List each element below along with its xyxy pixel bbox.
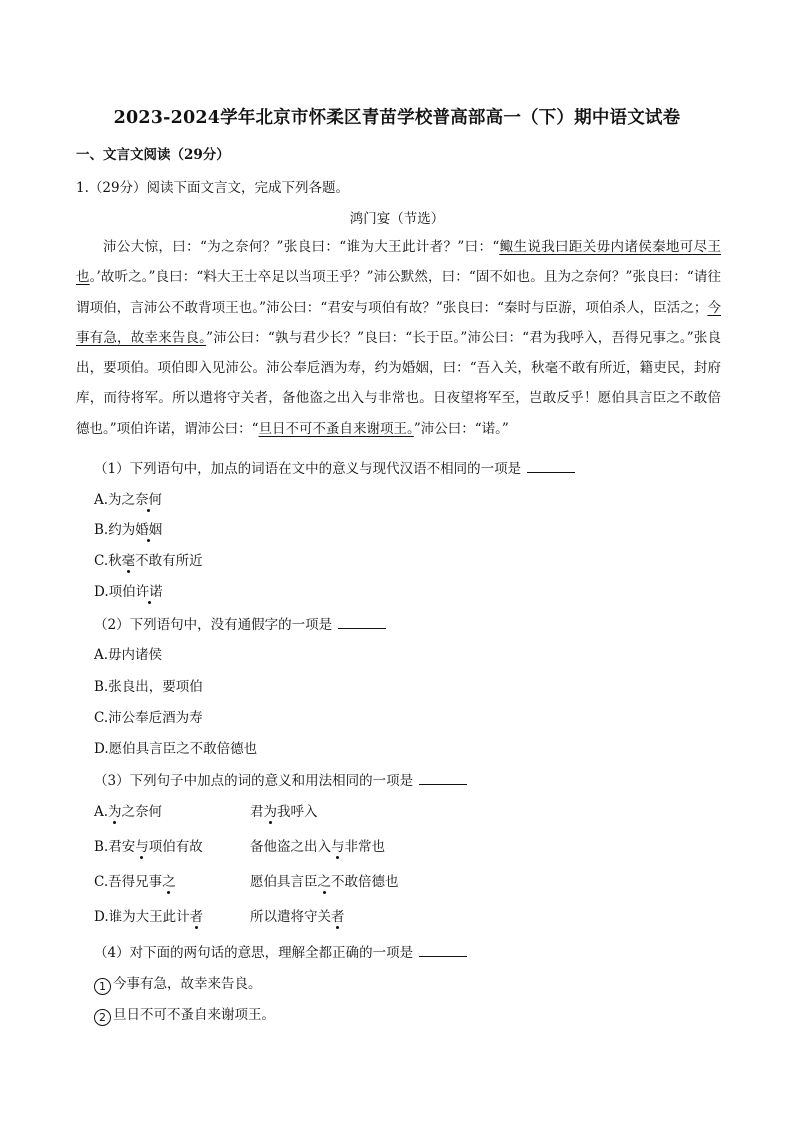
option-1d: D.项伯许诺 bbox=[94, 584, 163, 600]
circled-number: 1 bbox=[94, 978, 111, 995]
question-1-stem: 1.（29分）阅读下面文言文，完成下列各题。 bbox=[76, 180, 350, 196]
underlined-sentence-3: 旦日不可不蚤自来谢项王。 bbox=[258, 420, 414, 437]
answer-blank[interactable] bbox=[419, 772, 467, 785]
passage-segment: 沛公大惊，曰：“为之奈何？”张良曰：“谁为大王此计者？”曰：“ bbox=[103, 239, 500, 255]
sub-question-2 bbox=[94, 613, 386, 633]
passage-text bbox=[76, 232, 721, 444]
sub-question-stem: （3）下列句子中加点的词的意义和用法相同的一项是 bbox=[94, 773, 414, 789]
sub-question-1 bbox=[94, 457, 575, 477]
option-3a-left: A.为之奈何 bbox=[94, 804, 163, 820]
answer-blank[interactable] bbox=[527, 460, 575, 473]
sub-question-3 bbox=[94, 769, 467, 789]
option-1c: C.秋毫不敢有所近 bbox=[94, 553, 203, 569]
sentence-2: 2 旦日不可不蚤自来谢项王。 bbox=[94, 1003, 275, 1026]
option-2b: B.张良出，要项伯 bbox=[94, 679, 203, 695]
section-heading: 一、文言文阅读（29分） bbox=[76, 147, 230, 163]
option-3d-right: 所以遣将守关者 bbox=[250, 909, 345, 925]
option-3a-right: 君为我呼入 bbox=[250, 804, 318, 820]
answer-blank[interactable] bbox=[338, 616, 386, 629]
sub-question-stem: （2）下列语句中，没有通假字的一项是 bbox=[94, 617, 333, 633]
underlined-sentence-2: 今事有急，故幸来告良。 bbox=[76, 299, 722, 346]
option-3b-left: B.君安与项伯有故 bbox=[94, 839, 203, 855]
page-title: 2023-2024学年北京市怀柔区青苗学校普高部高一（下）期中语文试卷 bbox=[113, 108, 681, 128]
sub-question-stem: （1）下列语句中，加点的词语在文中的意义与现代汉语不相同的一项是 bbox=[94, 461, 522, 477]
option-3d-left: D.谁为大王此计者 bbox=[94, 909, 204, 925]
option-3c-right: 愿伯具言臣之不敢倍德也 bbox=[250, 874, 399, 890]
circled-number: 2 bbox=[94, 1009, 111, 1026]
option-1b: B.约为婚姻 bbox=[94, 522, 163, 538]
passage-segment: ”沛公曰：“诺。” bbox=[413, 420, 509, 437]
passage-segment: 。’故听之。”良曰：“料大王士卒足以当项王乎？”沛公默然，曰：“固不如也。且为之奈何？”张良曰：“请往谓项伯，言沛公不敢背项王也。”沛公曰：“君安与项伯有故？”张良曰：“秦时与臣游，项伯杀人，臣活之； bbox=[76, 269, 722, 316]
option-3b-right: 备他盗之出入与非常也 bbox=[250, 839, 385, 855]
answer-blank[interactable] bbox=[419, 944, 467, 957]
sub-question-stem: （4）对下面的两句话的意思，理解全都正确的一项是 bbox=[94, 945, 414, 961]
underlined-sentence-1: 鲰生说我曰距关毋内诸侯秦地可尽王也 bbox=[76, 239, 721, 286]
option-1a: A.为之奈何 bbox=[94, 492, 163, 508]
option-2d: D.愿伯具言臣之不敢倍德也 bbox=[94, 741, 258, 757]
sub-question-4 bbox=[94, 941, 467, 961]
sentence-1: 1 今事有急，故幸来告良。 bbox=[94, 972, 262, 995]
option-3c-left: C.吾得兄事之 bbox=[94, 874, 176, 890]
option-2a: A.毋内诸侯 bbox=[94, 647, 163, 663]
passage-title: 鸿门宴（节选） bbox=[349, 211, 445, 227]
option-2c: C.沛公奉卮酒为寿 bbox=[94, 710, 203, 726]
passage-segment: ”沛公曰：“孰与君少长？”良曰：“长于臣。”沛公曰：“君为我呼入，吾得兄事之。”张良出，要项伯。项伯即入见沛公。沛公奉卮酒为寿，约为婚姻，曰：“吾入关，秋毫不敢有所近，籍吏民，封府库，而待将军。所以遣将守关者，备他盗之出入与非常也。日夜望将军至，岂敢反乎！愿伯具言臣之不敢倍德也。”项伯许诺，谓沛公曰：“ bbox=[76, 329, 722, 437]
